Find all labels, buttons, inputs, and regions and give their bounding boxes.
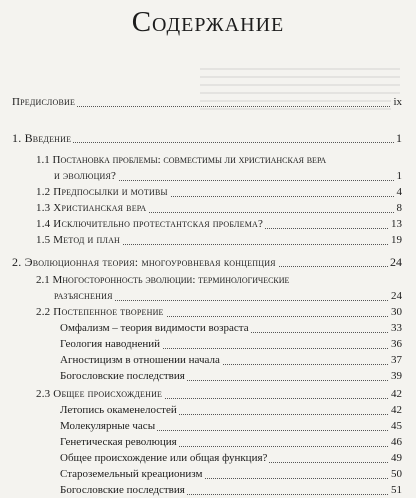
toc-entry-label: Староземельный креационизм xyxy=(60,468,203,480)
toc-subentry[interactable] xyxy=(60,352,402,368)
toc-entry-label: 1.5 Метод и план xyxy=(36,234,121,246)
toc-entry-label-line1: 2.1 Многосторонность эволюции: терминологические xyxy=(36,274,290,286)
toc-entry-page: 30 xyxy=(391,306,402,318)
toc-entry-page: 36 xyxy=(391,338,402,350)
toc-entry-label: Молекулярные часы xyxy=(60,420,156,432)
toc-subentry[interactable] xyxy=(60,368,402,384)
toc-entry-page: 45 xyxy=(391,420,402,432)
toc-subentry[interactable] xyxy=(60,336,402,352)
toc-entry-2-2[interactable] xyxy=(36,304,402,320)
toc-entry-page: 50 xyxy=(391,468,402,480)
page-title: Содержание xyxy=(131,6,285,38)
toc-entry-page: 33 xyxy=(391,322,402,334)
toc-entry-label: 1.4 Исключительно протестантская проблема? xyxy=(36,218,264,230)
toc-entry-label: 2.2 Постепенное творение xyxy=(36,306,164,318)
toc-entry-label: разъяснения xyxy=(54,290,113,302)
toc-entry-2-3[interactable] xyxy=(36,386,402,402)
toc-entry-page: 1 xyxy=(396,170,402,182)
toc-entry-page: 51 xyxy=(391,484,402,496)
toc-entry-page: 39 xyxy=(391,370,402,382)
toc-chapter-1[interactable] xyxy=(12,130,402,146)
toc-entry-1-5[interactable] xyxy=(36,232,402,248)
toc-entry-preface[interactable] xyxy=(12,94,402,110)
toc-entry-1-2[interactable] xyxy=(36,184,402,200)
toc-chapter-2[interactable] xyxy=(12,254,402,270)
toc-entry-label: Летопись окаменелостей xyxy=(60,404,177,416)
toc-subentry[interactable] xyxy=(60,320,402,336)
toc-entry-page: 37 xyxy=(391,354,402,366)
toc-subentry[interactable] xyxy=(60,482,402,495)
toc-entry-page: 24 xyxy=(390,255,402,269)
toc-entry-1-3[interactable] xyxy=(36,200,402,216)
toc-entry-2-1[interactable] xyxy=(54,288,402,304)
toc-subentry[interactable] xyxy=(60,434,402,450)
toc-entry-page: 4 xyxy=(396,186,402,198)
toc-entry-label: Общее происхождение или общая функция? xyxy=(60,452,268,464)
toc-entry-label: Богословские последствия xyxy=(60,484,185,496)
toc-entry-1-1[interactable] xyxy=(54,168,402,184)
toc-entry-label: Омфализм – теория видимости возраста xyxy=(60,322,249,334)
toc-subentry[interactable] xyxy=(60,418,402,434)
toc-subentry[interactable] xyxy=(60,466,402,482)
toc-entry-label-line1: 1.1 Постановка проблемы: совместимы ли христианская вера xyxy=(36,154,327,166)
toc-entry-page: 24 xyxy=(391,290,402,302)
toc-entry-label: 1. Введение xyxy=(12,131,72,145)
toc-subentry[interactable] xyxy=(60,402,402,418)
toc-entry-label: Геология наводнений xyxy=(60,338,161,350)
toc-entry-page: 46 xyxy=(391,436,402,448)
toc-entry-page: 19 xyxy=(391,234,402,246)
toc-entry-label: Агностицизм в отношении начала xyxy=(60,354,220,366)
toc-entry-label: Предисловие xyxy=(12,96,76,108)
toc-entry-label: Богословские последствия xyxy=(60,370,185,382)
toc-entry-page: 42 xyxy=(391,404,402,416)
toc-entry-page: 1 xyxy=(396,131,402,145)
toc-entry-label: 1.2 Предпосылки и мотивы xyxy=(36,186,168,198)
toc-entry-page: 49 xyxy=(391,452,402,464)
toc-entry-label: 2.3 Общее происхождение xyxy=(36,388,163,400)
toc-entry-page: 13 xyxy=(391,218,402,230)
toc-entry-1-4[interactable] xyxy=(36,216,402,232)
toc-entry-page: 8 xyxy=(396,202,402,214)
toc-entry-page: ix xyxy=(393,96,402,108)
toc-entry-label: 2. Эволюционная теория: многоуровневая концепция xyxy=(12,255,276,269)
toc-subentry[interactable] xyxy=(60,450,402,466)
toc-entry-label: 1.3 Христианская вера xyxy=(36,202,147,214)
toc-entry-page: 42 xyxy=(391,388,402,400)
toc-entry-label: Генетическая революция xyxy=(60,436,177,448)
toc-entry-label: и эволюция? xyxy=(54,170,117,182)
